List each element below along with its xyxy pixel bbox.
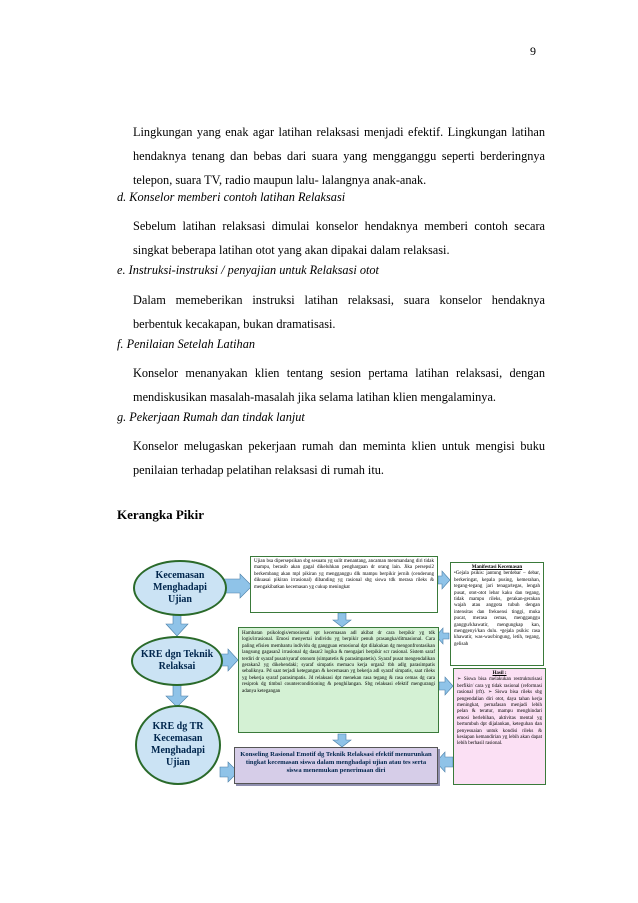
box-psychological-barrier-text: Hambatan psikologis/emosional spt kecemasan adl akibat dr cara berpikir yg tdk logis/irrasional. Emosi menyertai individu yg berpikir penuh prasangka/ditmasional. Cara paling efisien membantu individu dg gangguan emosional dpt dilakukan dg mengonfrontasikan langsung gagasan2 irrasional dg dasar2 logika & mengajari berpikir scr rasional. Sistem saraf terdiri dr syaraf pusat/syaraf otonom (simpatetis & parasimpatetis). Syaraf pusat mengendalikan gerakan2 yg dikehendaki; syaraf simpatis memacu kerja organ2 tbh adlg parasimpatis sebaliknya. Pd saat terjadi ketegangan & kecemasan yg bekerja adl syaraf simpatis, saat rileks yg bekerja syaraf parasimpatis. Jd relaksasi dpt menekan rasa tegang & rasa cemas dg cara resiprok dg timbul counterconditioning & penghilangan. Sbg relaksasi efektif mengurangi adanya ketegangan bbox=[242, 631, 435, 694]
heading-e: e. Instruksi-instruksi / penyajian untuk Relaksasi otot bbox=[117, 263, 379, 277]
heading-d: d. Konselor memberi contoh latihan Relaksasi bbox=[117, 190, 346, 204]
box-psychological-barrier bbox=[238, 627, 439, 733]
paragraph-d: Sebelum latihan relaksasi dimulai konselor hendaknya memberi contoh secara singkat beberapa latihan otot yang akan dipakai dalam relaksasi. bbox=[133, 219, 545, 257]
arrow-middle-box-to-right2 bbox=[439, 677, 453, 695]
arrow-middle-box-to-bottom-box bbox=[333, 734, 351, 747]
ellipse-kre-relaxation-label: KRE dgn Teknik Relaksai bbox=[140, 649, 214, 672]
arrow-ellipse2-to-ellipse3 bbox=[166, 684, 188, 707]
box-results bbox=[453, 668, 546, 785]
arrow-top-box-to-right-box bbox=[438, 571, 450, 589]
box-conclusion-text: Konseling Rasional Emotif dg Teknik Relaksasi efektif menurunkan tingkat kecemasan siswa dalam menghadapi ujian atau tes serta siswa menemukan penerimaan diri bbox=[240, 751, 432, 775]
paragraph-environment: Lingkungan yang enak agar latihan relaksasi menjadi efektif. Lingkungan latihan hendaknya tenang dan bebas dari suara yang mengganggu seperti berderingnya telepon, suara TV, radio maupun lalu- lalangnya anak-anak. bbox=[133, 125, 545, 187]
ellipse-kre-tr-anxiety bbox=[135, 705, 221, 785]
box-test-perception-text: Ujian bsa dipersepsikan sbg sesuatu yg sulit menantang, ancaman menmandang diri tidak mampu, berasib akan gagal dikeluhkan penghargaan dr orang lain. Jika persepsi2 berkembang akan mpl pikiran yg mengganggu dlk mampu berpikir jernih (cenderung dikuasai pikiran irrasional) dibanding yg rasional sbg siswa tdk merasa rileks & mengakibatkan kecemasan yg cukup meningkat bbox=[254, 559, 434, 590]
paragraph-f: Konselor menanyakan klien tentang sesion pertama latihan relaksasi, dengan mendiskusikan masalah-masalah jika selama latihan klien mengalaminya. bbox=[133, 366, 545, 404]
page-number: 9 bbox=[530, 44, 536, 58]
box-results-title: Hasil : bbox=[492, 671, 507, 676]
box-anxiety-manifestation bbox=[450, 562, 544, 666]
arrow-top-box-to-middle-box bbox=[333, 613, 351, 627]
heading-g: g. Pekerjaan Rumah dan tindak lanjut bbox=[117, 410, 305, 424]
ellipse-anxiety-label: Kecemasan Menghadapi Ujian bbox=[153, 570, 207, 605]
ellipse-kre-tr-anxiety-label: KRE dg TR Kecemasan Menghadapi Ujian bbox=[151, 721, 205, 768]
ellipse-anxiety bbox=[133, 560, 227, 616]
paragraph-e: Dalam memeberikan instruksi latihan relaksasi, suara konselor hendaknya berbentuk kecakapan, bukan dramatisasi. bbox=[133, 293, 545, 331]
box-test-perception bbox=[250, 556, 438, 613]
arrow-right2-to-bottom-box bbox=[436, 752, 453, 772]
ellipse-kre-relaxation bbox=[131, 636, 223, 686]
section-title: Kerangka Pikir bbox=[117, 507, 205, 522]
heading-f: f. Penilaian Setelah Latihan bbox=[117, 337, 255, 351]
box-conclusion bbox=[234, 747, 438, 784]
box-anxiety-manifestation-text: •Gejala psikis: jantung berdebar – debar, berkeringat, kepala pusing, kemerahan, tegang-tegang jari tenaga/tegas, lengah pusat, otot-otot lebar kaku dan tegang, tidak mampu rileks, gerakan-gerakan wajah atau anggota tubuh dengan intensitas dan frekuensi tinggi, muka pucat, merasa cemas, mengganggu ganggu/khawatir, mengungkap kan, menggenyi/kan dulu. •gejala psikis: rasa khawatir, was-was/bingung, letih, tegang, gelisah bbox=[454, 571, 540, 647]
box-results-text: ➢ Siswa bisa melakukan restrukturisasi berfikir/ cara yg tidak rasional (reformasi rasional (rft). ➢ Siswa bisa rileks sbg pengendalian diri otot, daya tahan kerja meningkat, pernafasan menjadi lebih pelan & teratur, mampu menghindari emosi berlebihan, aktivitas mental yg bertumbuh dpt dijalankan, keteguhan dan penyesuaian untuk kondisi rileks & kesiapan kemandirian yg lebih akan dapat lebih berhasil rasional. bbox=[457, 677, 542, 747]
box-anxiety-manifestation-title: Manifestasi Kecemasan bbox=[471, 565, 523, 570]
paragraph-g: Konselor melugaskan pekerjaan rumah dan meminta klien untuk mengisi buku penilaian terhadap pelatihan relaksasi di rumah itu. bbox=[133, 439, 545, 477]
